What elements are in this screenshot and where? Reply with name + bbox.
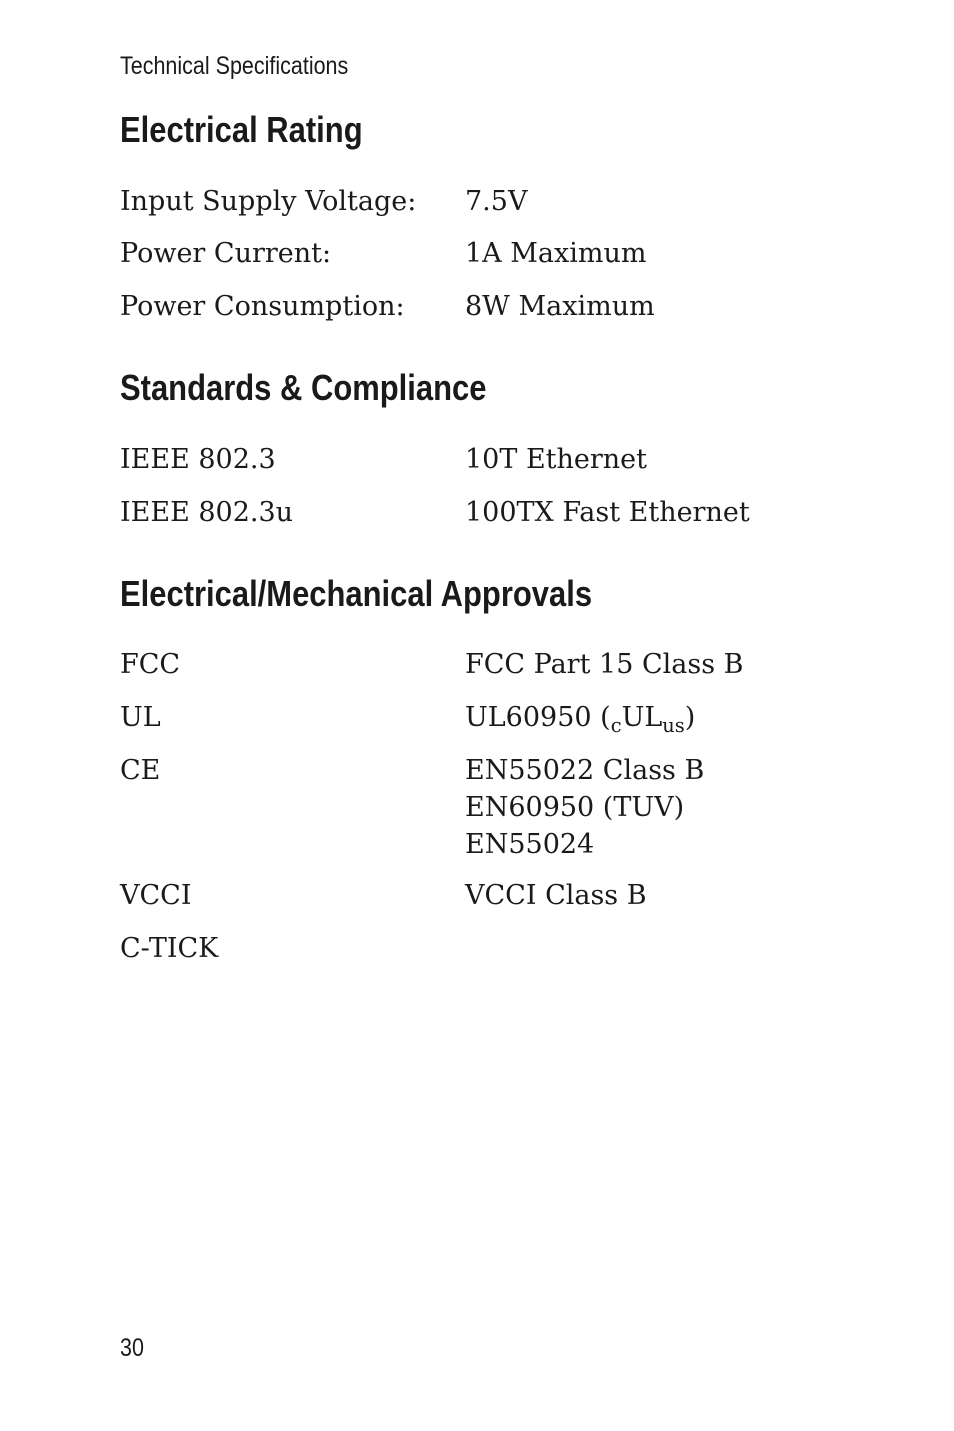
section-title-electrical-rating: Electrical Rating bbox=[120, 109, 363, 150]
ul-value-mid: UL bbox=[621, 702, 663, 733]
ul-subscript-us: us bbox=[662, 713, 685, 737]
spec-label: Input Supply Voltage: bbox=[120, 186, 417, 217]
spec-value: 10T Ethernet bbox=[465, 444, 647, 475]
section-title-standards-compliance: Standards & Compliance bbox=[120, 367, 487, 408]
spec-label: VCCI bbox=[120, 880, 192, 911]
spec-label: UL bbox=[120, 702, 161, 733]
spec-label: IEEE 802.3u bbox=[120, 497, 294, 528]
page-number: 30 bbox=[120, 1334, 144, 1362]
spec-label: IEEE 802.3 bbox=[120, 444, 276, 475]
running-header: Technical Specifications bbox=[120, 52, 349, 80]
spec-value-ul bbox=[465, 699, 695, 736]
spec-label: Power Consumption: bbox=[120, 291, 405, 322]
ul-value-suffix: ) bbox=[684, 702, 696, 733]
ce-value-line: EN55022 Class B bbox=[465, 755, 705, 786]
spec-label: C-TICK bbox=[120, 933, 219, 964]
spec-value: 8W Maximum bbox=[465, 291, 655, 322]
ce-value-line: EN60950 (TUV) bbox=[465, 792, 685, 823]
ul-value-prefix: UL60950 ( bbox=[465, 702, 611, 733]
spec-value: 7.5V bbox=[465, 186, 528, 217]
spec-label: CE bbox=[120, 755, 161, 786]
spec-label: FCC bbox=[120, 649, 181, 680]
spec-value: FCC Part 15 Class B bbox=[465, 649, 744, 680]
spec-value: 1A Maximum bbox=[465, 238, 647, 269]
spec-value: VCCI Class B bbox=[465, 880, 647, 911]
spec-value-ce bbox=[465, 752, 704, 863]
section-title-approvals: Electrical/Mechanical Approvals bbox=[120, 573, 593, 614]
spec-label: Power Current: bbox=[120, 238, 332, 269]
ce-value-line: EN55024 bbox=[465, 829, 595, 860]
ul-subscript-c: c bbox=[610, 713, 622, 737]
spec-value: 100TX Fast Ethernet bbox=[465, 497, 750, 528]
